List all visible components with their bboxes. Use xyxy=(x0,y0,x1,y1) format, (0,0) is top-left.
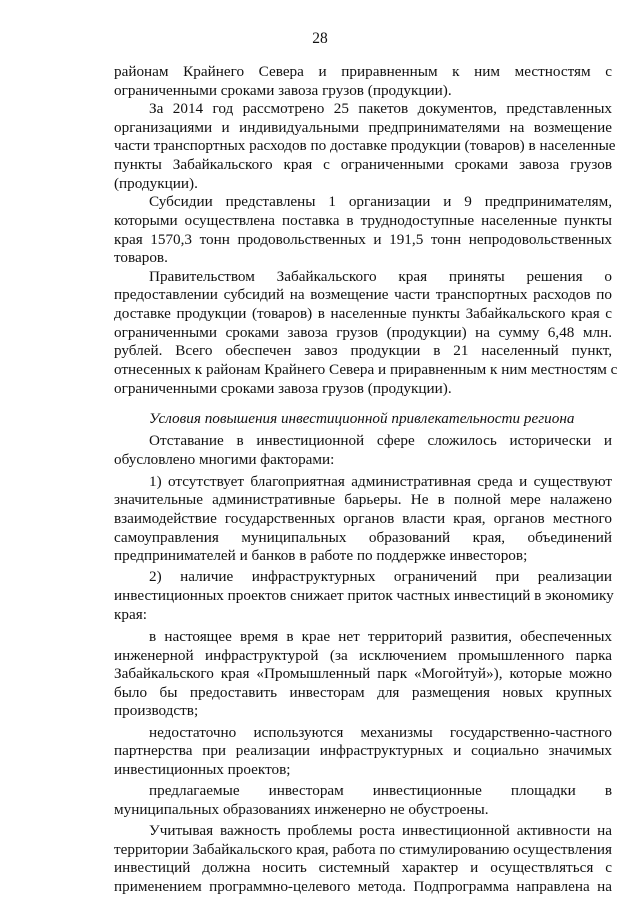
text-line: недостаточно используются механизмы государственно-частного xyxy=(149,724,612,741)
text-line: муниципальных образованиях инженерно не обустроены. xyxy=(114,801,489,818)
text-line: организациями и индивидуальными предпринимателями на возмещение xyxy=(114,119,612,136)
text-line: обусловлено многими факторами: xyxy=(114,451,335,468)
text-line: Учитывая важность проблемы роста инвестиционной активности на xyxy=(149,822,612,839)
text-line: самоуправления муниципальных образований края, объединений xyxy=(114,529,612,546)
text-line: Отставание в инвестиционной сфере сложилось исторически и xyxy=(149,432,612,449)
text-line: партнерства при реализации инфраструктурных и социально значимых xyxy=(114,742,612,759)
text-line: пункты Забайкальского края с ограниченными сроками завоза грузов xyxy=(114,156,612,173)
text-line: инженерной инфраструктурой (за исключением промышленного парка xyxy=(114,647,612,664)
text-line: было бы предоставить инвесторам для размещения новых крупных xyxy=(114,684,612,701)
text-line: края: xyxy=(114,606,147,623)
text-line: Правительством Забайкальского края приняты решения о xyxy=(149,268,612,285)
text-line: взаимодействие государственных органов власти края, органов местного xyxy=(114,510,612,527)
text-line: части транспортных расходов по доставке продукции (товаров) в населенные xyxy=(114,137,616,154)
text-line: предпринимателей и банков в работе по поддержке инвесторов; xyxy=(114,547,528,564)
text-line: ограниченными сроками завоза грузов (продукции) на сумму 6,48 млн. xyxy=(114,324,612,341)
text-line: инвестиций должна носить системный характер и осуществляться с xyxy=(114,859,612,876)
text-line: 2) наличие инфраструктурных ограничений при реализации xyxy=(149,568,612,585)
text-line: которыми осуществлена поставка в труднодоступные населенные пункты xyxy=(114,212,612,229)
text-line: (продукции). xyxy=(114,175,198,192)
text-line: отнесенных к районам Крайнего Севера и приравненным к ним местностям с xyxy=(114,361,618,378)
text-line: товаров. xyxy=(114,249,168,266)
text-line: края 1570,3 тонн продовольственных и 191,5 тонн непродовольственных xyxy=(114,231,612,248)
text-line: Субсидии представлены 1 организации и 9 предпринимателям, xyxy=(149,193,612,210)
text-line: доставке продукции (товаров) в населенные пункты Забайкальского края с xyxy=(114,305,612,322)
text-line: За 2014 год рассмотрено 25 пакетов документов, представленных xyxy=(149,100,612,117)
text-line: районам Крайнего Севера и приравненным к ним местностям с xyxy=(114,63,612,80)
text-line: 1) отсутствует благоприятная административная среда и существуют xyxy=(149,473,612,490)
text-line: Условия повышения инвестиционной привлекательности региона xyxy=(149,410,575,427)
text-line: предлагаемые инвесторам инвестиционные площадки в xyxy=(149,782,612,799)
text-line: производств; xyxy=(114,702,199,719)
text-line: предоставлении субсидий на возмещение части транспортных расходов по xyxy=(114,286,612,303)
page-number: 28 xyxy=(312,30,328,47)
text-line: территории Забайкальского края, работа по стимулированию осуществления xyxy=(114,841,612,858)
text-line: применением программно-целевого метода. Подпрограмма направлена на xyxy=(114,878,612,895)
text-line: инвестиционных проектов снижает приток частных инвестиций в экономику xyxy=(114,587,614,604)
text-line: значительные административные барьеры. Не в полной мере налажено xyxy=(114,491,612,508)
text-line: в настоящее время в крае нет территорий развития, обеспеченных xyxy=(149,628,612,645)
text-line: ограниченными сроками завоза грузов (продукции). xyxy=(114,380,452,397)
text-line: Забайкальского края «Промышленный парк «Могойтуй»), которые можно xyxy=(114,665,612,682)
text-line: рублей. Всего обеспечен завоз продукции в 21 населенный пункт, xyxy=(114,342,612,359)
text-line: инвестиционных проектов; xyxy=(114,761,291,778)
text-line: ограниченными сроками завоза грузов (продукции). xyxy=(114,82,452,99)
